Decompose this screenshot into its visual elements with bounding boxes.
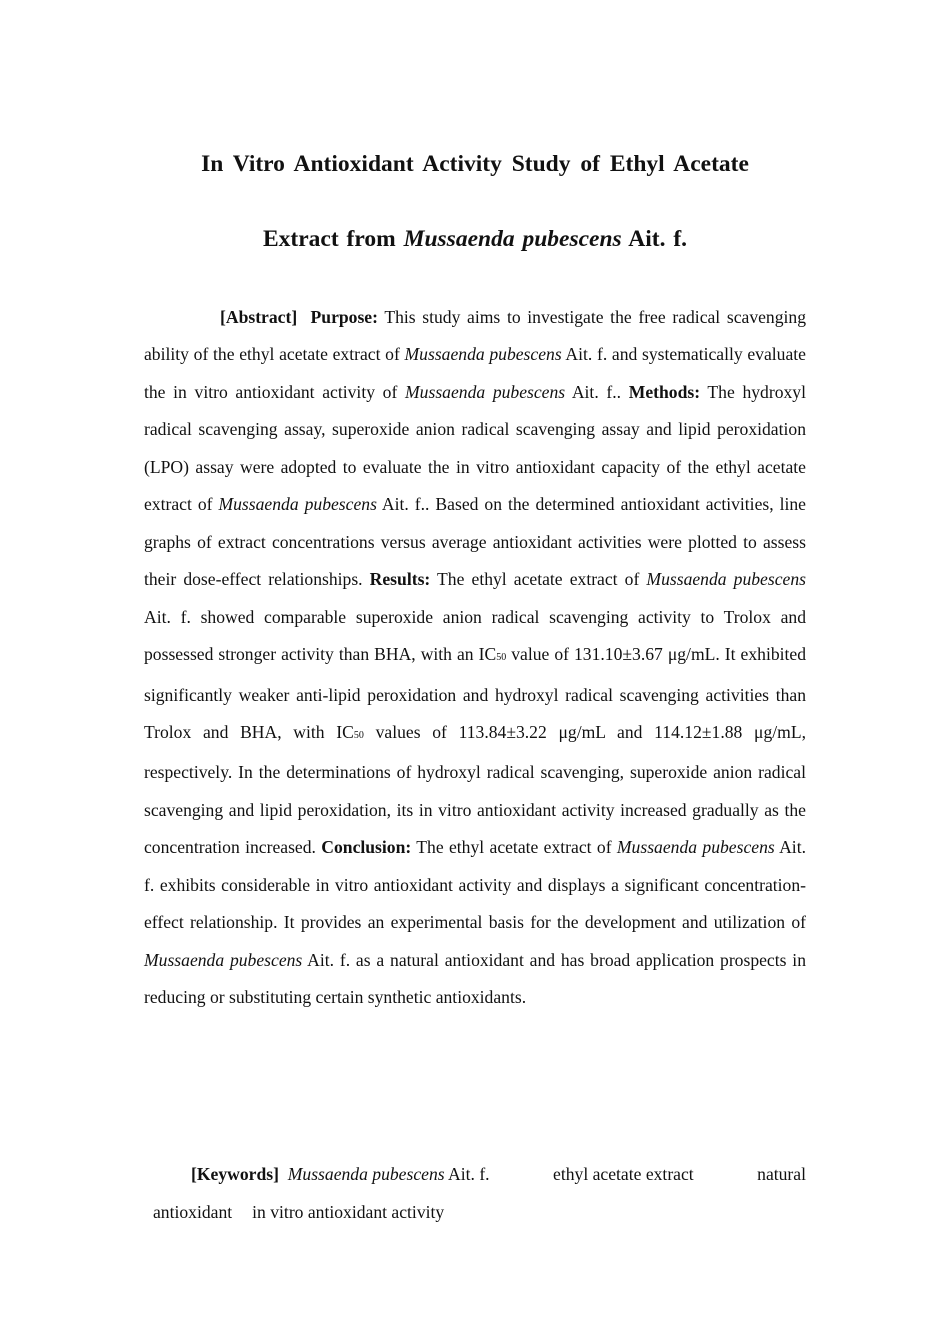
abstract-text: The ethyl acetate extract of <box>411 837 617 858</box>
abstract-text: values of 113.84±3.22 μg/mL and 114.12±1.88 μg/mL, respectively. In the determinations of hydroxyl radical scavenging, superoxide anion radical scavenging and lipid peroxidation, its in vitro antioxidant activity increased gradually as the concentration increased. <box>144 721 806 858</box>
species-name: Mussaenda pubescens <box>405 381 566 402</box>
methods-label: Methods: <box>628 381 701 402</box>
abstract-text: This study aims to investigate the free radical scavenging ability of the ethyl acetate extract of <box>144 307 807 365</box>
conclusion-label: Conclusion: <box>321 837 412 858</box>
abstract-text: Ait. f. and systematically evaluate the in vitro antioxidant activity of <box>144 344 806 402</box>
ic50-subscript: 50 <box>353 729 364 741</box>
species-name: Mussaenda pubescens <box>616 837 775 858</box>
species-name: Mussaenda pubescens <box>144 949 303 970</box>
species-name: Mussaenda pubescens <box>404 344 562 365</box>
title-prefix: Extract from <box>262 226 404 252</box>
abstract-text: Ait. f. showed comparable superoxide anion radical scavenging activity to Trolox and possessed stronger activity than BHA, with an IC <box>144 606 806 665</box>
abstract-heading: [Abstract] <box>220 307 298 327</box>
abstract-text: Ait. f.. <box>565 381 629 402</box>
keyword-species: Mussaenda pubescens <box>287 1164 445 1184</box>
keywords-line-2 <box>144 1194 806 1232</box>
abstract-text: value of 131.10±3.67 μg/mL. It exhibited significantly weaker anti-lipid peroxidation and hydroxyl radical scavenging activities than Trolox and BHA, with IC <box>144 644 807 742</box>
keywords-label: [Keywords] <box>191 1164 279 1184</box>
species-name: Mussaenda pubescens <box>218 494 377 515</box>
keywords-line-1 <box>144 1156 806 1194</box>
keywords-section <box>144 1156 806 1231</box>
keyword-group <box>191 1156 490 1194</box>
paper-title-line-1: In Vitro Antioxidant Activity Study of Ethyl Acetate <box>201 151 749 177</box>
title-species: Mussaenda pubescens <box>403 226 622 252</box>
abstract-text: Ait. f.. Based on the determined antioxidant activities, line graphs of extract concentrations versus average antioxidant activities were plotted to assess their dose-effect relationships. <box>144 494 806 590</box>
results-label: Results: <box>369 569 431 590</box>
keyword-species-suffix: Ait. f. <box>444 1164 490 1184</box>
keyword-item: natural <box>757 1164 806 1184</box>
paper-title-line-2 <box>0 226 950 253</box>
ic50-subscript: 50 <box>496 652 507 664</box>
species-name: Mussaenda pubescens <box>646 569 806 590</box>
abstract-text: The ethyl acetate extract of <box>430 569 647 590</box>
title-suffix: Ait. f. <box>621 226 688 252</box>
keyword-item: ethyl acetate extract <box>553 1164 694 1184</box>
abstract-text: The hydroxyl radical scavenging assay, superoxide anion radical scavenging assay and lipid peroxidation (LPO) assay were adopted to evaluate the in vitro antioxidant capacity of the ethyl acetate extract of <box>144 381 806 515</box>
abstract-text: Ait. f. as a natural antioxidant and has broad application prospects in reducing or substituting certain synthetic antioxidants. <box>144 949 806 1008</box>
abstract-paragraph <box>144 299 806 1017</box>
purpose-label: Purpose: <box>310 307 378 327</box>
keyword-item: in vitro antioxidant activity <box>252 1201 445 1222</box>
abstract-text: Ait. f. exhibits considerable in vitro antioxidant activity and displays a significant concentration-effect relationship. It provides an experimental basis for the development and utilization of <box>144 837 806 933</box>
keyword-item: antioxidant <box>153 1201 233 1222</box>
